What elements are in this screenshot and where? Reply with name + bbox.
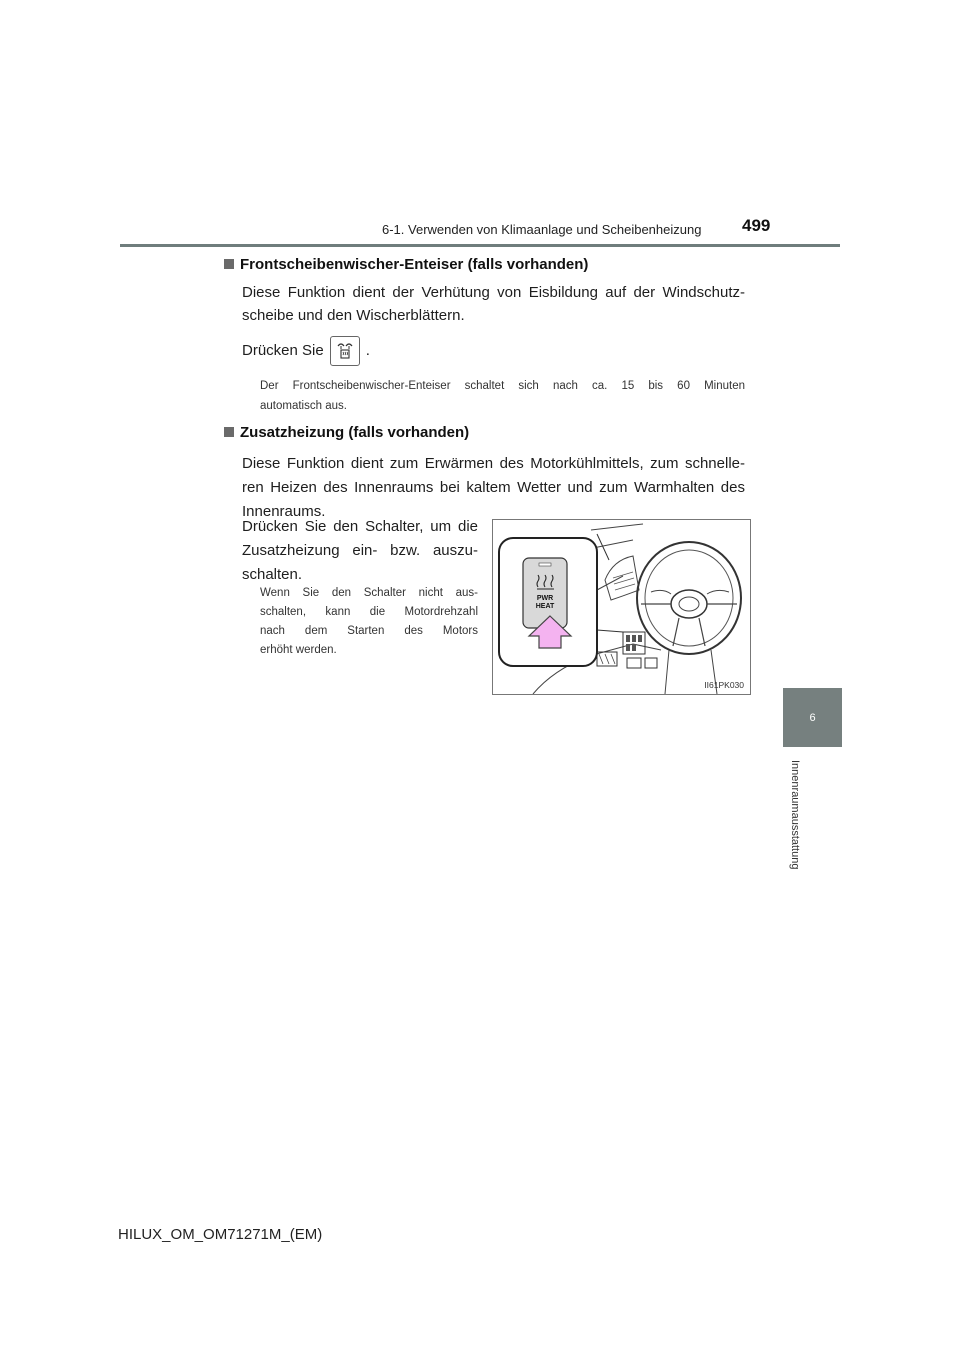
paragraph (242, 281, 745, 327)
bullet-square-icon (224, 259, 234, 269)
dashboard-drawing (493, 520, 750, 694)
chapter-name: Innenraumausstattung (789, 760, 801, 870)
text-line: Diese Funktion dient der Verhütung von Eisbildung auf der Windschutz- (242, 284, 745, 301)
note-line: automatisch aus. (260, 400, 347, 412)
chapter-tab (783, 688, 842, 747)
paragraph (242, 515, 478, 587)
text-line: . (365, 342, 370, 359)
note-line: Der Frontscheibenwischer-Enteiser schaltet sich nach ca. 15 bis 60 Minuten (260, 380, 745, 392)
note (260, 376, 745, 416)
note-line: erhöht werden. (260, 644, 337, 656)
text-line: ren Heizen des Innenraums bei kaltem Wetter und zum Warmhalten des (242, 479, 745, 496)
text-line: Innenraums. (242, 503, 326, 520)
bullet-square-icon (224, 427, 234, 437)
page-number: 499 (742, 216, 771, 235)
wiper-deicer-switch-icon (330, 336, 360, 366)
chapter-side-label (789, 760, 803, 894)
note-line: nach dem Starten des Motors (260, 625, 478, 637)
switch-label-pwr: PWR (536, 595, 554, 602)
text-line: Drücken Sie (242, 342, 324, 359)
text-line: scheibe und den Wischerblättern. (242, 307, 465, 324)
press-instruction (242, 334, 745, 368)
text-line: Diese Funktion dient zum Erwärmen des Motorkühlmittels, zum schnelle- (242, 455, 745, 472)
chapter-number: 6 (809, 711, 816, 724)
document-id: HILUX_OM_OM71271M_(EM) (118, 1226, 323, 1243)
illustration-pwr-heat-switch (492, 519, 751, 695)
section-heading-aux-heater (224, 424, 469, 441)
note (260, 584, 478, 660)
figure-code: II61PK030 (704, 680, 744, 690)
section-heading-wiper-deicer (224, 256, 588, 273)
note-line: Wenn Sie den Schalter nicht aus- (260, 587, 478, 599)
switch-label-heat: HEAT (535, 603, 555, 610)
heading-text: Zusatzheizung (falls vorhanden) (240, 424, 470, 441)
text-line: Drücken Sie den Schalter, um die (242, 518, 478, 535)
paragraph (242, 452, 745, 524)
note-line: schalten, kann die Motordrehzahl (260, 606, 478, 618)
text-line: Zusatzheizung ein- bzw. auszu- (242, 542, 478, 559)
header-divider (120, 244, 840, 247)
heading-text: Frontscheibenwischer-Enteiser (falls vorhanden) (240, 256, 589, 273)
text-line: schalten. (242, 566, 303, 583)
section-title: 6-1. Verwenden von Klimaanlage und Scheibenheizung (382, 222, 702, 237)
